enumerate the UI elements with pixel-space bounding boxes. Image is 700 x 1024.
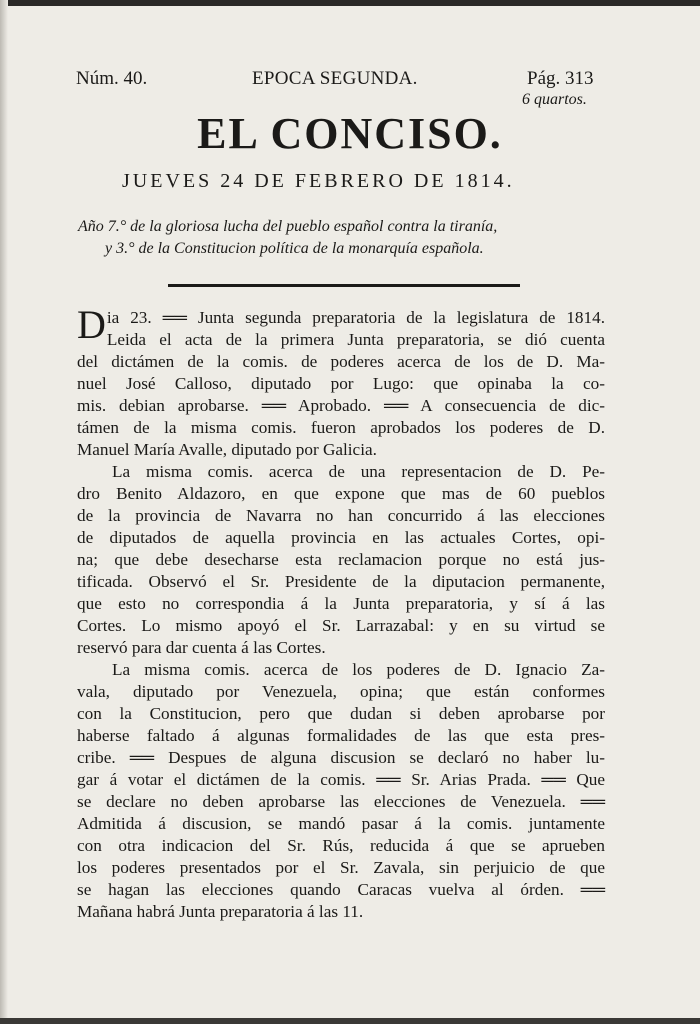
- article-line: Leida el acta de la primera Junta preparatoria, se dió cuenta: [106, 330, 605, 349]
- article-line: con otra indicacion del Sr. Rús, reducida á que se aprueben: [77, 836, 605, 855]
- series-label: EPOCA SEGUNDA.: [252, 68, 418, 89]
- drop-cap: D: [77, 302, 106, 347]
- article-line: se hagan las elecciones quando Caracas vuelva al órden. ══: [77, 880, 605, 899]
- article-line: nuel José Calloso, diputado por Lugo: que opinaba la co-: [77, 374, 605, 393]
- article-line: La misma comis. acerca de los poderes de D. Ignacio Za-: [112, 660, 605, 679]
- article-line: vala, diputado por Venezuela, opina; que están conformes: [77, 682, 605, 701]
- article-line: del dictámen de la comis. de poderes acerca de los de D. Ma-: [77, 352, 605, 371]
- article-line: mis. debian aprobarse. ══ Aprobado. ══ A consecuencia de dic-: [77, 396, 605, 415]
- article-line: gar á votar el dictámen de la comis. ══ Sr. Arias Prada. ══ Que: [77, 770, 605, 789]
- issue-number: Núm. 40.: [76, 68, 148, 89]
- newspaper-title: EL CONCISO.: [197, 109, 503, 158]
- article-line: La misma comis. acerca de una representacion de D. Pe-: [112, 462, 605, 481]
- article-line: reservó para dar cuenta á las Cortes.: [77, 638, 326, 657]
- issue-date: JUEVES 24 DE FEBRERO DE 1814.: [122, 170, 515, 192]
- article-line: Cortes. Lo mismo apoyó el Sr. Larrazabal: y en su virtud se: [77, 616, 605, 635]
- article-line: los poderes presentados por el Sr. Zavala, sin perjuicio de que: [77, 858, 605, 877]
- page-number: Pág. 313: [527, 68, 594, 89]
- article-line: haberse faltado á algunas formalidades de las que esta pres-: [77, 726, 605, 745]
- article-line: na; que debe desecharse esta reclamacion porque no está jus-: [77, 550, 605, 569]
- motto-line-2: y 3.° de la Constitucion política de la monarquía española.: [105, 240, 484, 257]
- article-line: tificada. Observó el Sr. Presidente de la diputacion permanente,: [77, 572, 605, 591]
- article-line: con la Constitucion, pero que dudan si deben aprobarse por: [77, 704, 605, 723]
- article-line: dro Benito Aldazoro, en que expone que mas de 60 pueblos: [77, 484, 605, 503]
- article-line: cribe. ══ Despues de alguna discusion se declaró no haber lu-: [77, 748, 605, 767]
- article-line: támen de la misma comis. fueron aprobados los poderes de D.: [77, 418, 605, 437]
- article-line: Admitida á discusion, se mandó pasar á la comis. juntamente: [77, 814, 605, 833]
- article-line: Dia 23. ══ Junta segunda preparatoria de la legislatura de 1814.: [77, 302, 605, 347]
- article-line: se declare no deben aprobarse las elecciones de Venezuela. ══: [77, 792, 605, 811]
- motto-line-1: Año 7.° de la gloriosa lucha del pueblo español contra la tiranía,: [78, 218, 498, 235]
- article-line: que esto no correspondia á la Junta preparatoria, y sí á las: [77, 594, 605, 613]
- scan-top-edge: [0, 0, 700, 6]
- scan-bottom-edge: [0, 1018, 700, 1024]
- article-line: Manuel María Avalle, diputado por Galicia.: [77, 440, 377, 459]
- price-label: 6 quartos.: [522, 91, 587, 108]
- title-divider: [168, 284, 520, 287]
- article-line: Mañana habrá Junta preparatoria á las 11.: [77, 902, 364, 921]
- article-line: de diputados de aquella provincia en las actuales Cortes, opi-: [77, 528, 605, 547]
- article-line: de la provincia de Navarra no han concurrido á las elecciones: [77, 506, 605, 525]
- article-body: [77, 302, 605, 923]
